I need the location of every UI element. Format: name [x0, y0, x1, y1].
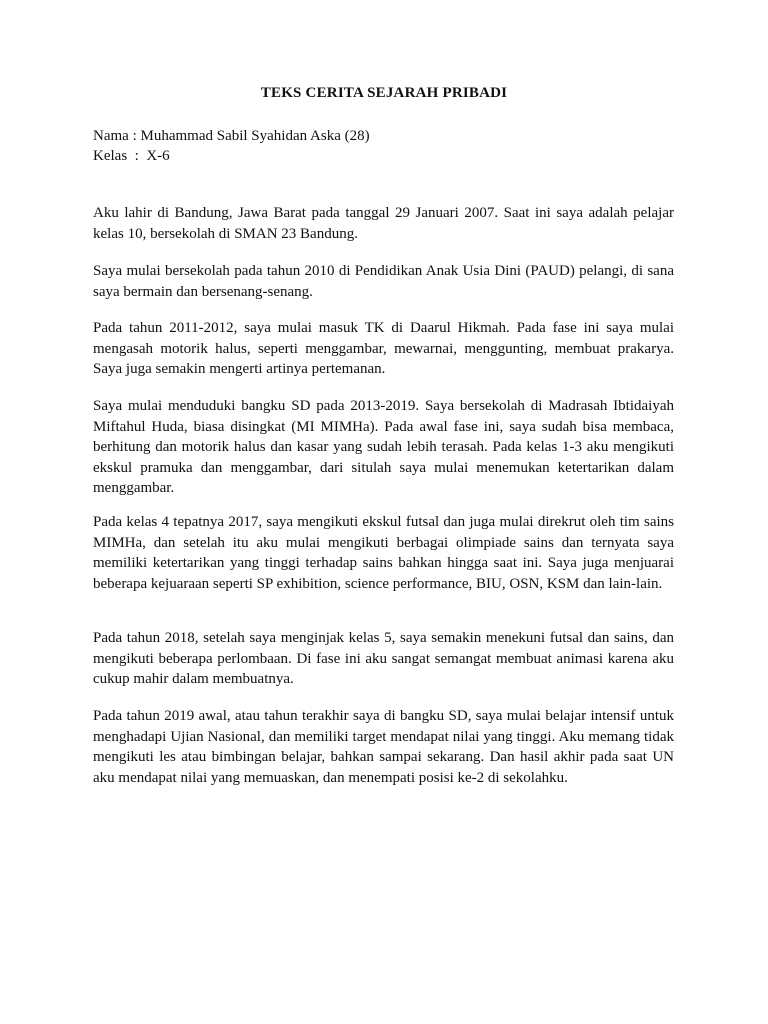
paragraph-tk: Pada tahun 2011-2012, saya mulai masuk TK di Daarul Hikmah. Pada fase ini saya mulai mengasah motorik halus, seperti menggambar, mewarnai, menggunting, membuat prakarya. Saya juga semakin mengerti artinya pertemanan. — [93, 320, 674, 377]
document-title: TEKS CERITA SEJARAH PRIBADI — [260, 85, 508, 101]
paragraph-kelas-4: Pada kelas 4 tepatnya 2017, saya mengikuti ekskul futsal dan juga mulai direkrut oleh tim sains MIMHa, dan setelah itu aku mulai mengikuti berbagai olimpiade sains dan ternyata saya memiliki ketertarikan yang tinggi terhadap sains bahkan hingga saat ini. Saya juga menjuarai beberapa kejuaraan seperti SP exhibition, science performance, BIU, OSN, KSM dan lain-lain. — [93, 514, 674, 592]
name-line: Nama : Muhammad Sabil Syahidan Aska (28) — [93, 128, 370, 144]
class-line: Kelas : X-6 — [93, 148, 170, 164]
paragraph-2019: Pada tahun 2019 awal, atau tahun terakhir saya di bangku SD, saya mulai belajar intensif untuk menghadapi Ujian Nasional, dan memiliki target mendapat nilai yang tinggi. Aku memang tidak mengikuti les atau bimbingan belajar, bahkan sampai sekarang. Dan hasil akhir pada saat UN aku mendapat nilai yang memuaskan, dan menempati posisi ke-2 di sekolahku. — [93, 708, 674, 786]
paragraph-paud: Saya mulai bersekolah pada tahun 2010 di Pendidikan Anak Usia Dini (PAUD) pelangi, di sana saya bermain dan bersenang-senang. — [93, 263, 674, 300]
paragraph-sd: Saya mulai menduduki bangku SD pada 2013-2019. Saya bersekolah di Madrasah Ibtidaiyah Miftahul Huda, biasa disingkat (MI MIMHa). Pada awal fase ini, saya sudah bisa membaca, berhitung dan motorik halus dan kasar yang sudah lebih terasah. Pada kelas 1-3 aku mengikuti ekskul pramuka dan menggambar, dari situlah saya mulai menemukan ketertarikan dalam menggambar. — [93, 398, 674, 496]
paragraph-birth: Aku lahir di Bandung, Jawa Barat pada tanggal 29 Januari 2007. Saat ini saya adalah pelajar kelas 10, bersekolah di SMAN 23 Bandung. — [93, 205, 674, 242]
paragraph-2018: Pada tahun 2018, setelah saya menginjak kelas 5, saya semakin menekuni futsal dan sains, dan mengikuti beberapa perlombaan. Di fase ini aku sangat semangat membuat animasi karena aku cukup mahir dalam membuatnya. — [93, 630, 674, 687]
